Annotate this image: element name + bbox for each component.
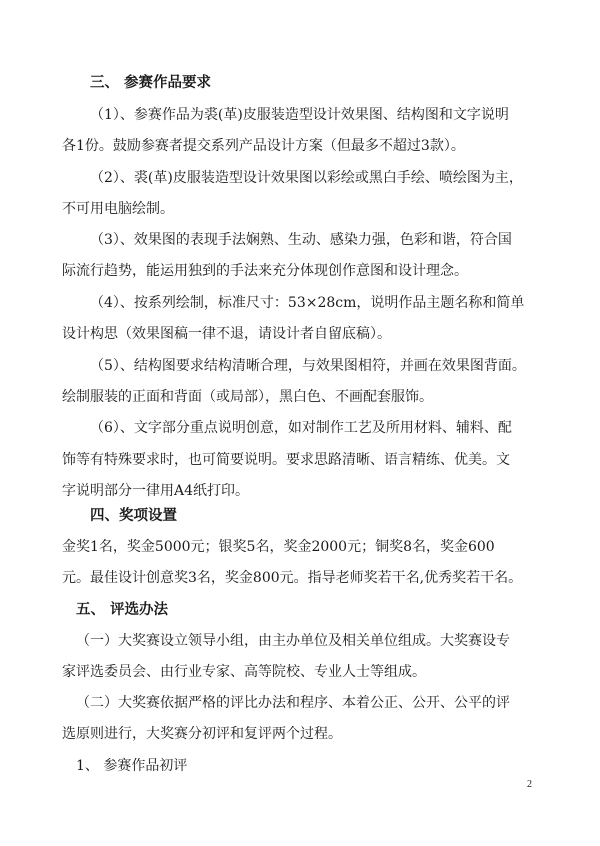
- paragraph-line: （2）、裘(革)皮服装造型设计效果图以彩绘或黑白手绘、喷绘图为主，: [90, 170, 523, 186]
- subsection-heading: 1、 参赛作品初评: [76, 758, 188, 774]
- paragraph-line: 不可用电脑绘制。: [62, 201, 174, 217]
- paragraph-line: 元。最佳设计创意奖3名，奖金800元。指导老师奖若干名,优秀奖若干名。: [62, 570, 523, 586]
- page-number: 2: [527, 779, 532, 790]
- paragraph-line: 字说明部分一律用A4纸打印。: [62, 483, 250, 499]
- paragraph-line: 际流行趋势，能运用独到的手法来充分体现创作意图和设计理念。: [62, 263, 468, 279]
- paragraph-line: （5）、结构图要求结构清晰合理，与效果图相符，并画在效果图背面。: [90, 358, 526, 374]
- paragraph-line: （6）、文字部分重点说明创意，如对制作工艺及所用材料、辅料、配: [90, 420, 512, 436]
- paragraph-line: （二）大奖赛依据严格的评比办法和程序、本着公正、公开、公平的评: [76, 695, 510, 711]
- paragraph-line: 金奖1名，奖金5000元；银奖5名，奖金2000元；铜奖8名，奖金600: [62, 539, 495, 555]
- paragraph-line: 饰等有特殊要求时，也可简要说明。要求思路清晰、语言精练、优美。文: [62, 452, 510, 468]
- paragraph-line: 设计构思（效果图稿一律不退，请设计者自留底稿）。: [62, 326, 391, 342]
- paragraph-line: 各1份。鼓励参赛者提交系列产品设计方案（但最多不超过3款）。: [62, 138, 465, 154]
- paragraph-line: （3）、效果图的表现手法娴熟、生动、感染力强，色彩和谐，符合国: [90, 232, 512, 248]
- paragraph-line: （1）、参赛作品为裘(革)皮服装造型设计效果图、结构图和文字说明: [90, 107, 509, 123]
- paragraph-line: 家评选委员会、由行业专家、高等院校、专业人士等组成。: [62, 664, 426, 680]
- paragraph-line: （4）、按系列绘制，标准尺寸：53×28cm，说明作品主题名称和简单: [90, 295, 525, 311]
- paragraph-line: 选原则进行，大奖赛分初评和复评两个过程。: [62, 726, 342, 742]
- paragraph-line: 绘制服装的正面和背面（或局部），黑白色、不画配套服饰。: [62, 389, 433, 405]
- section-5-heading: 五、 评选办法: [76, 601, 169, 618]
- section-4-heading: 四、奖项设置: [90, 507, 177, 524]
- section-3-heading: 三、 参赛作品要求: [90, 74, 212, 91]
- paragraph-line: （一）大奖赛设立领导小组，由主办单位及相关单位组成。大奖赛设专: [76, 633, 510, 649]
